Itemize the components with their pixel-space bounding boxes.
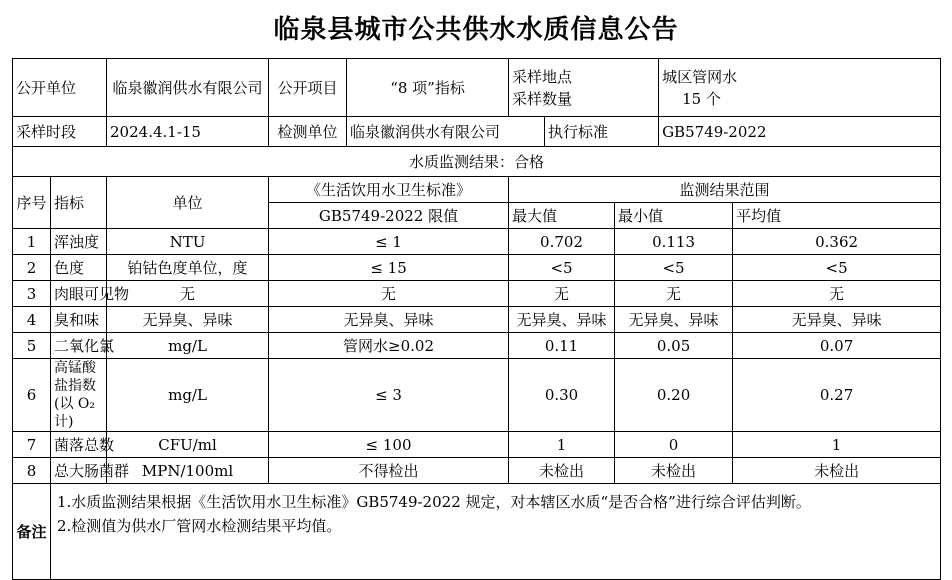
cell-max: 0.11 [509, 333, 615, 359]
sampling-location-count-values [659, 59, 941, 117]
cell-max: 0.30 [509, 359, 615, 432]
cell-indicator: 二氧化氯 [51, 333, 107, 359]
cell-avg: <5 [733, 255, 941, 281]
cell-indicator: 臭和味 [51, 307, 107, 333]
sampling-location-count-labels [509, 59, 659, 117]
cell-min: 无 [615, 281, 733, 307]
sampling-time: 2024.4.1-15 [107, 117, 269, 147]
cell-limit: ≤ 1 [269, 229, 509, 255]
header-range: 监测结果范围 [509, 177, 941, 203]
water-quality-table [12, 58, 941, 580]
cell-seq: 1 [13, 229, 51, 255]
table-row [13, 307, 941, 333]
cell-seq: 3 [13, 281, 51, 307]
cell-indicator: 菌落总数 [51, 432, 107, 458]
table-row [13, 333, 941, 359]
cell-limit: ≤ 15 [269, 255, 509, 281]
cell-max: <5 [509, 255, 615, 281]
sampling-count-label: 采样数量 [512, 89, 573, 108]
cell-avg: 1 [733, 432, 941, 458]
table-row [13, 255, 941, 281]
cell-min: 0.05 [615, 333, 733, 359]
header-unit: 单位 [107, 177, 269, 229]
notes-line-2: 2.检测值为供水厂管网水检测结果平均值。 [57, 517, 342, 535]
notes-label: 备注 [13, 484, 51, 580]
cell-avg: 0.07 [733, 333, 941, 359]
notes-content [51, 484, 941, 580]
cell-seq: 5 [13, 333, 51, 359]
cell-max: 0.702 [509, 229, 615, 255]
table-row [13, 359, 941, 432]
cell-min: 无异臭、异味 [615, 307, 733, 333]
cell-limit: ≤ 3 [269, 359, 509, 432]
cell-unit: 铂钴色度单位，度 [107, 255, 269, 281]
standard: GB5749-2022 [659, 117, 941, 147]
cell-avg: 未检出 [733, 458, 941, 484]
header-seq: 序号 [13, 177, 51, 229]
cell-max: 未检出 [509, 458, 615, 484]
sampling-count: 15 个 [682, 89, 721, 108]
table-row [13, 458, 941, 484]
table-row [13, 432, 941, 458]
table-row [13, 281, 941, 307]
cell-seq: 8 [13, 458, 51, 484]
cell-seq: 7 [13, 432, 51, 458]
disclosure-item: “8 项”指标 [347, 59, 509, 117]
cell-unit: mg/L [107, 333, 269, 359]
notes-line-1: 1.水质监测结果根据《生活饮用水卫生标准》GB5749-2022 规定，对本辖区水质“是否合格”进行综合评估判断。 [57, 493, 811, 511]
cell-seq: 2 [13, 255, 51, 281]
cell-seq: 4 [13, 307, 51, 333]
cell-avg: 0.27 [733, 359, 941, 432]
cell-limit: ≤ 100 [269, 432, 509, 458]
cell-unit: 无异臭、异味 [107, 307, 269, 333]
cell-avg: 无 [733, 281, 941, 307]
cell-unit: 无 [107, 281, 269, 307]
sampling-time-label: 采样时段 [13, 117, 107, 147]
disclosure-unit-label: 公开单位 [13, 59, 107, 117]
cell-unit: CFU/ml [107, 432, 269, 458]
testing-unit-label: 检测单位 [269, 117, 347, 147]
testing-unit: 临泉徽润供水有限公司 [347, 117, 545, 147]
cell-indicator: 浑浊度 [51, 229, 107, 255]
cell-avg: 0.362 [733, 229, 941, 255]
standard-label: 执行标准 [545, 117, 659, 147]
cell-max: 无异臭、异味 [509, 307, 615, 333]
cell-min: 未检出 [615, 458, 733, 484]
cell-min: 0.20 [615, 359, 733, 432]
cell-limit: 不得检出 [269, 458, 509, 484]
cell-limit: 管网水≥0.02 [269, 333, 509, 359]
cell-max: 无 [509, 281, 615, 307]
header-max: 最大值 [509, 203, 615, 229]
header-limit-line1: 《生活饮用水卫生标准》 [269, 177, 509, 203]
header-indicator: 指标 [51, 177, 107, 229]
cell-max: 1 [509, 432, 615, 458]
header-min: 最小值 [615, 203, 733, 229]
disclosure-unit: 临泉徽润供水有限公司 [107, 59, 269, 117]
cell-indicator: 肉眼可见物 [51, 281, 107, 307]
cell-seq: 6 [13, 359, 51, 432]
cell-unit: NTU [107, 229, 269, 255]
disclosure-item-label: 公开项目 [269, 59, 347, 117]
cell-min: 0 [615, 432, 733, 458]
cell-avg: 无异臭、异味 [733, 307, 941, 333]
sampling-location-label: 采样地点 [512, 67, 573, 86]
page-title: 临泉县城市公共供水水质信息公告 [273, 15, 679, 45]
cell-indicator: 高锰酸盐指数(以 O₂计) [51, 359, 107, 432]
cell-indicator: 总大肠菌群 [51, 458, 107, 484]
cell-min: <5 [615, 255, 733, 281]
cell-limit: 无异臭、异味 [269, 307, 509, 333]
cell-min: 0.113 [615, 229, 733, 255]
sampling-location: 城区管网水 [662, 67, 738, 86]
cell-unit: MPN/100ml [107, 458, 269, 484]
cell-indicator: 色度 [51, 255, 107, 281]
header-limit-line2: GB5749-2022 限值 [269, 203, 509, 229]
table-row [13, 229, 941, 255]
cell-unit: mg/L [107, 359, 269, 432]
result-banner: 水质监测结果：合格 [13, 147, 941, 177]
cell-limit: 无 [269, 281, 509, 307]
header-avg: 平均值 [733, 203, 941, 229]
